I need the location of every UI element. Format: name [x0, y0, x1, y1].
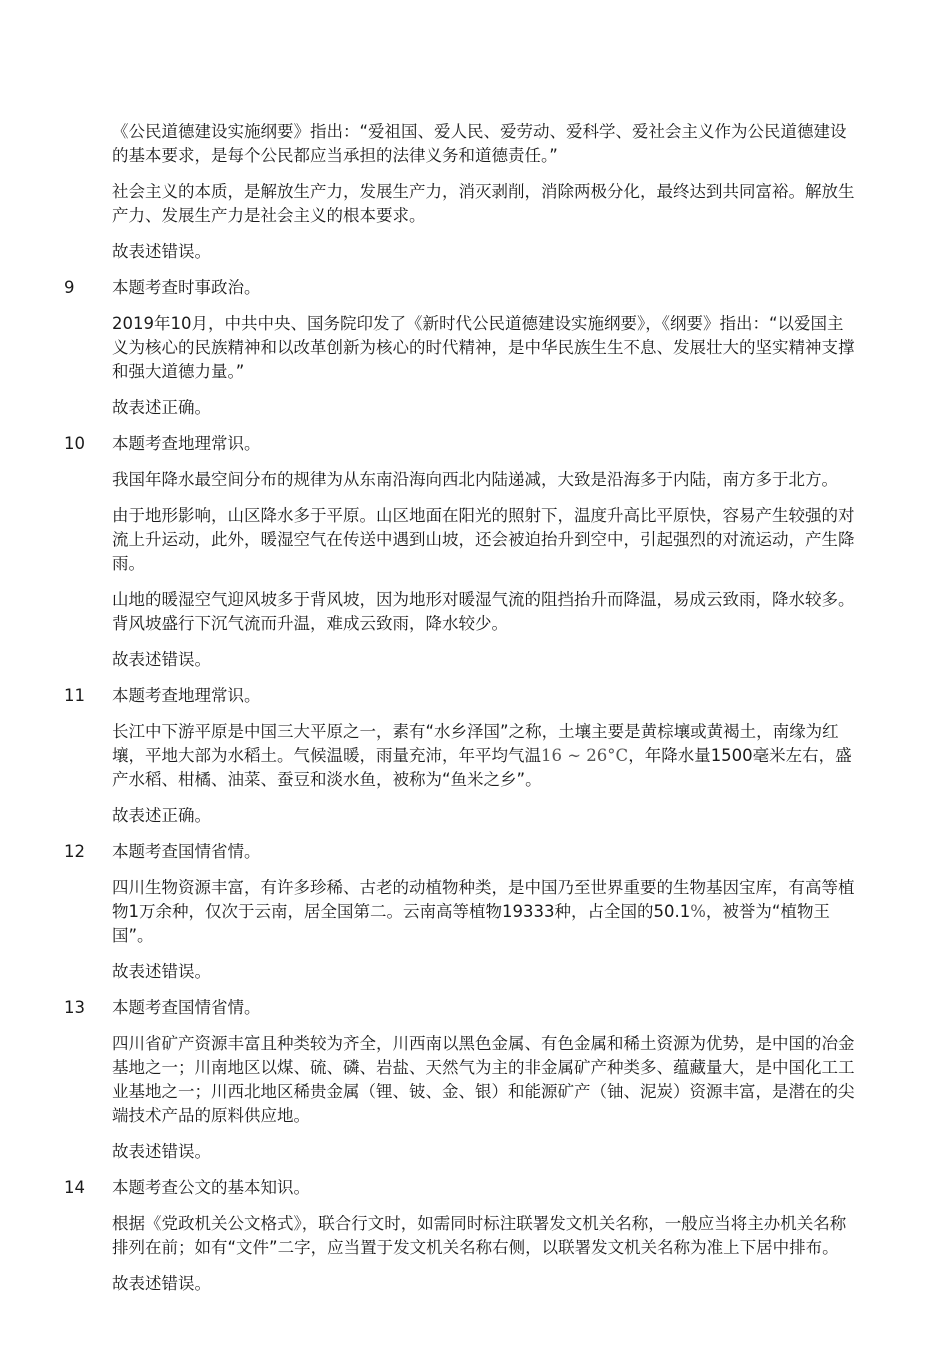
question-10-paragraph-3: 山地的暖湿空气迎风坡多于背风坡，因为地形对暖湿气流的阻挡抬升而降温，易成云致雨，降水较多。背风坡盛行下沉气流而升温，难成云致雨，降水较少。 — [112, 590, 855, 633]
question-13-topic: 本题考查国情省情。 — [112, 998, 261, 1017]
question-9-conclusion: 故表述正确。 — [112, 398, 211, 417]
question-number-11: 11 — [64, 686, 85, 705]
question-11-text-a: 长江中下游平原是中国三大平原之一，素有“水乡泽国”之称，土壤主要是黄棕壤或黄褐土，南缘为红壤，平地大部为水稻土。气候温暖，雨量充沛，年平均气温 — [112, 722, 839, 765]
question-12-text-b: ，被誉为“植物王国”。 — [112, 902, 830, 945]
intro-conclusion: 故表述错误。 — [112, 242, 211, 261]
question-11-text-b: ，年降水量1500毫米左右，盛产水稻、柑橘、油菜、蚕豆和淡水鱼，被称为“鱼米之乡”。 — [112, 746, 852, 789]
question-number-14: 14 — [64, 1178, 85, 1197]
question-12-paragraph — [112, 876, 857, 948]
question-11-conclusion: 故表述正确。 — [112, 806, 211, 825]
question-10-conclusion: 故表述错误。 — [112, 650, 211, 669]
question-number-10: 10 — [64, 434, 85, 453]
percent-symbol: % — [690, 902, 706, 921]
question-11-paragraph — [112, 720, 857, 792]
question-14-paragraph: 根据《党政机关公文格式》，联合行文时，如需同时标注联署发文机关名称，一般应当将主办机关名称排列在前；如有“文件”二字，应当置于发文机关名称右侧，以联署发文机关名称为准上下居中排布。 — [112, 1214, 847, 1257]
question-9-paragraph: 2019年10月，中共中央、国务院印发了《新时代公民道德建设实施纲要》，《纲要》指出：“以爱国主义为核心的民族精神和以改革创新为核心的时代精神，是中华民族生生不息、发展壮大的坚实精神支撑和强大道德力量。” — [112, 314, 855, 381]
question-12-text-a: 四川生物资源丰富，有许多珍稀、古老的动植物种类，是中国乃至世界重要的生物基因宝库，有高等植物1万余种，仅次于云南，居全国第二。云南高等植物19333种，占全国的50.1 — [112, 878, 855, 921]
question-14-conclusion: 故表述错误。 — [112, 1274, 211, 1293]
question-number-12: 12 — [64, 842, 85, 861]
question-13-conclusion: 故表述错误。 — [112, 1142, 211, 1161]
question-12-conclusion: 故表述错误。 — [112, 962, 211, 981]
question-number-13: 13 — [64, 998, 85, 1017]
question-14-topic: 本题考查公文的基本知识。 — [112, 1178, 310, 1197]
question-9-topic: 本题考查时事政治。 — [112, 278, 261, 297]
question-12-topic: 本题考查国情省情。 — [112, 842, 261, 861]
question-10-topic: 本题考查地理常识。 — [112, 434, 261, 453]
question-13-paragraph: 四川省矿产资源丰富且种类较为齐全，川西南以黑色金属、有色金属和稀土资源为优势，是中国的冶金基地之一；川南地区以煤、硫、磷、岩盐、天然气为主的非金属矿产种类多、蕴藏量大，是中国化工工业基地之一；川西北地区稀贵金属（锂、铍、金、银）和能源矿产（铀、泥炭）资源丰富，是潜在的尖端技术产品的原料供应地。 — [112, 1034, 855, 1125]
question-10-paragraph-1: 我国年降水最空间分布的规律为从东南沿海向西北内陆递减，大致是沿海多于内陆，南方多于北方。 — [112, 470, 838, 489]
question-11-topic: 本题考查地理常识。 — [112, 686, 261, 705]
question-number-9: 9 — [64, 278, 75, 297]
intro-paragraph-1: 《公民道德建设实施纲要》指出：“爱祖国、爱人民、爱劳动、爱科学、爱社会主义作为公民道德建设的基本要求，是每个公民都应当承担的法律义务和道德责任。” — [112, 122, 847, 165]
question-10-paragraph-2: 由于地形影响，山区降水多于平原。山区地面在阳光的照射下，温度升高比平原快，容易产生较强的对流上升运动，此外，暖湿空气在传送中遇到山坡，还会被迫抬升到空中，引起强烈的对流运动，产生降雨。 — [112, 506, 855, 573]
temperature-range-formula: 16 ∼ 26°C — [541, 746, 629, 765]
intro-paragraph-2: 社会主义的本质，是解放生产力，发展生产力，消灭剥削，消除两极分化，最终达到共同富裕。解放生产力、发展生产力是社会主义的根本要求。 — [112, 182, 855, 225]
